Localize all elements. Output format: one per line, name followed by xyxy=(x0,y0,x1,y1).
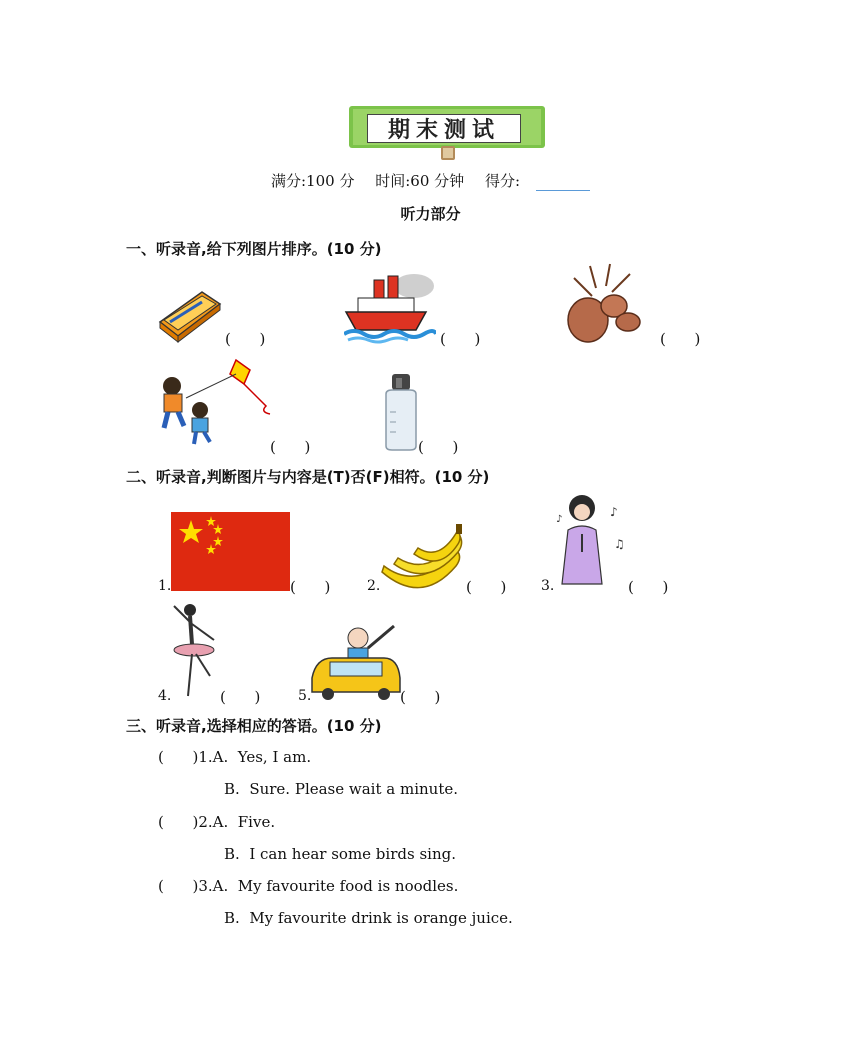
answer-paren[interactable]: ( ) xyxy=(466,578,507,596)
question-1-line-a xyxy=(158,748,311,766)
question-2-line-a xyxy=(158,813,275,831)
item-number: 5. xyxy=(298,688,312,704)
score-blank[interactable] xyxy=(536,176,590,191)
option-a: A. My favourite food is noodles. xyxy=(212,877,459,895)
option-a: A. Five. xyxy=(212,813,276,831)
answer-paren[interactable]: ( ) xyxy=(158,877,199,895)
china-flag-icon xyxy=(171,512,290,591)
answer-paren[interactable]: ( ) xyxy=(220,688,261,706)
exam-meta xyxy=(0,170,861,191)
svg-text:♪: ♪ xyxy=(556,514,563,525)
section-1-heading: 一、听录音,给下列图片排序。(10 分) xyxy=(126,240,382,258)
question-number: 3. xyxy=(198,877,213,895)
ballet-dancer-icon xyxy=(168,600,224,700)
answer-paren[interactable]: ( ) xyxy=(270,438,311,456)
score-label: 得分: xyxy=(484,172,520,190)
option-a: A. Yes, I am. xyxy=(212,748,312,766)
question-3-line-a xyxy=(158,877,458,895)
full-score: 满分:100 分 xyxy=(271,172,355,190)
water-bottle-icon xyxy=(380,372,420,452)
pencil-case-icon xyxy=(156,282,224,344)
banana-icon xyxy=(378,522,466,592)
item-number: 1. xyxy=(158,578,172,594)
answer-paren[interactable]: ( ) xyxy=(225,330,266,348)
kite-children-icon xyxy=(156,356,274,450)
subtitle: 听力部分 xyxy=(400,205,461,223)
option-b: B. Sure. Please wait a minute. xyxy=(224,780,459,798)
item-number: 4. xyxy=(158,688,172,704)
time-limit: 时间:60 分钟 xyxy=(375,172,465,190)
page-title: 期末测试 xyxy=(367,114,521,143)
ship-icon xyxy=(344,266,436,344)
item-number: 3. xyxy=(541,578,555,594)
question-number: 2. xyxy=(198,813,213,831)
driver-car-icon xyxy=(308,622,404,700)
section-3-heading: 三、听录音,选择相应的答语。(10 分) xyxy=(126,717,382,735)
title-banner xyxy=(345,102,550,160)
question-number: 1. xyxy=(198,748,213,766)
answer-paren[interactable]: ( ) xyxy=(290,578,331,596)
singer-icon xyxy=(552,492,630,592)
option-b: B. My favourite drink is orange juice. xyxy=(224,909,513,927)
svg-text:♫: ♫ xyxy=(614,537,625,551)
answer-paren[interactable]: ( ) xyxy=(418,438,459,456)
answer-paren[interactable]: ( ) xyxy=(440,330,481,348)
answer-paren[interactable]: ( ) xyxy=(158,748,199,766)
item-number: 2. xyxy=(367,578,381,594)
answer-paren[interactable]: ( ) xyxy=(628,578,669,596)
option-b: B. I can hear some birds sing. xyxy=(224,845,456,863)
answer-paren[interactable]: ( ) xyxy=(400,688,441,706)
section-2-heading: 二、听录音,判断图片与内容是(T)否(F)相符。(10 分) xyxy=(126,468,490,486)
svg-text:♪: ♪ xyxy=(610,505,618,519)
answer-paren[interactable]: ( ) xyxy=(158,813,199,831)
answer-paren[interactable]: ( ) xyxy=(660,330,701,348)
sweet-potato-icon xyxy=(560,262,646,344)
